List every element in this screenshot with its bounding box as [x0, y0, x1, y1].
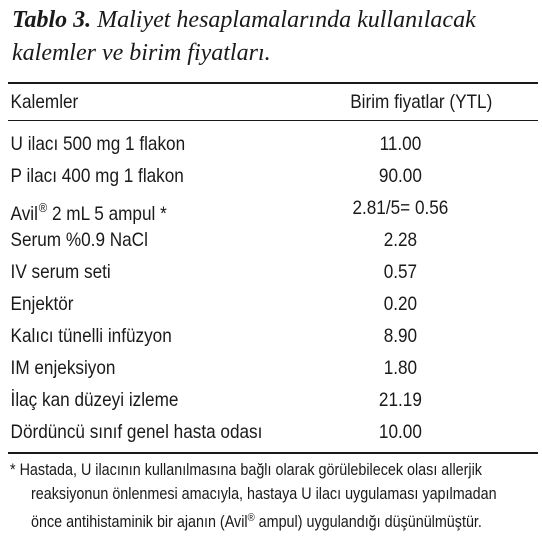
item-name: P ilacı 400 mg 1 flakon: [10, 165, 184, 187]
item-name-prefix: Avil: [10, 203, 38, 225]
item-name: Serum %0.9 NaCl: [10, 229, 148, 251]
registered-mark: ®: [247, 512, 255, 524]
header-items: Kalemler: [10, 91, 79, 113]
table-row: P ilacı 400 mg 1 flakon 90.00: [0, 160, 477, 192]
table-row: Dördüncü sınıf genel hasta odası 10.00: [0, 416, 477, 448]
caption-line-1: [12, 4, 537, 37]
table-top-rule: [8, 82, 538, 84]
table-bottom-rule: [8, 452, 538, 454]
table-row: Avil® 2 mL 5 ampul * 2.81/5= 0.56: [0, 192, 477, 224]
table-row: Enjektör 0.20: [0, 288, 477, 320]
table-row: U ilacı 500 mg 1 flakon 11.00: [0, 128, 477, 160]
table-number: Tablo 3.: [12, 7, 92, 33]
item-name: Kalıcı tünelli infüzyon: [10, 325, 172, 347]
table-row: IM enjeksiyon 1.80: [0, 352, 477, 384]
item-name: Enjektör: [10, 293, 74, 315]
item-name: IV serum seti: [10, 261, 111, 283]
header-unit-prices: Birim fiyatlar (YTL): [350, 91, 493, 113]
item-name: IM enjeksiyon: [10, 357, 116, 379]
table-row: Serum %0.9 NaCl 2.28: [0, 224, 477, 256]
footnote-line-3-start: önce antihistaminik bir ajanın (Avil: [31, 513, 248, 531]
table-row: İlaç kan düzeyi izleme 21.19: [0, 384, 477, 416]
table-row: Kalıcı tünelli infüzyon 8.90: [0, 320, 477, 352]
footnote-line-3: [10, 506, 535, 534]
caption-title-line-1: Maliyet hesaplamalarında kullanılacak: [97, 7, 476, 33]
item-name-suffix: 2 mL 5 ampul *: [47, 203, 167, 225]
footnote-line-2: reaksiyonun önlenmesi amacıyla, hastaya U ilacı uygulaması yapılmadan: [31, 485, 497, 503]
item-name: Dördüncü sınıf genel hasta odası: [10, 421, 263, 443]
footnote: [10, 458, 535, 534]
registered-mark: ®: [38, 200, 48, 215]
footnote-line-1: * Hastada, U ilacının kullanılmasına bağlı olarak görülebilecek olası allerjik: [10, 461, 482, 479]
item-name: İlaç kan düzeyi izleme: [10, 389, 179, 411]
caption-title-line-2: kalemler ve birim fiyatları.: [12, 40, 271, 66]
table-row: IV serum seti 0.57: [0, 256, 477, 288]
table-caption: [12, 4, 537, 70]
footnote-line-3-end: ampul) uygulandığı düşünülmüştür.: [254, 513, 482, 531]
header-rule: [8, 120, 538, 121]
item-name: U ilacı 500 mg 1 flakon: [10, 133, 186, 155]
